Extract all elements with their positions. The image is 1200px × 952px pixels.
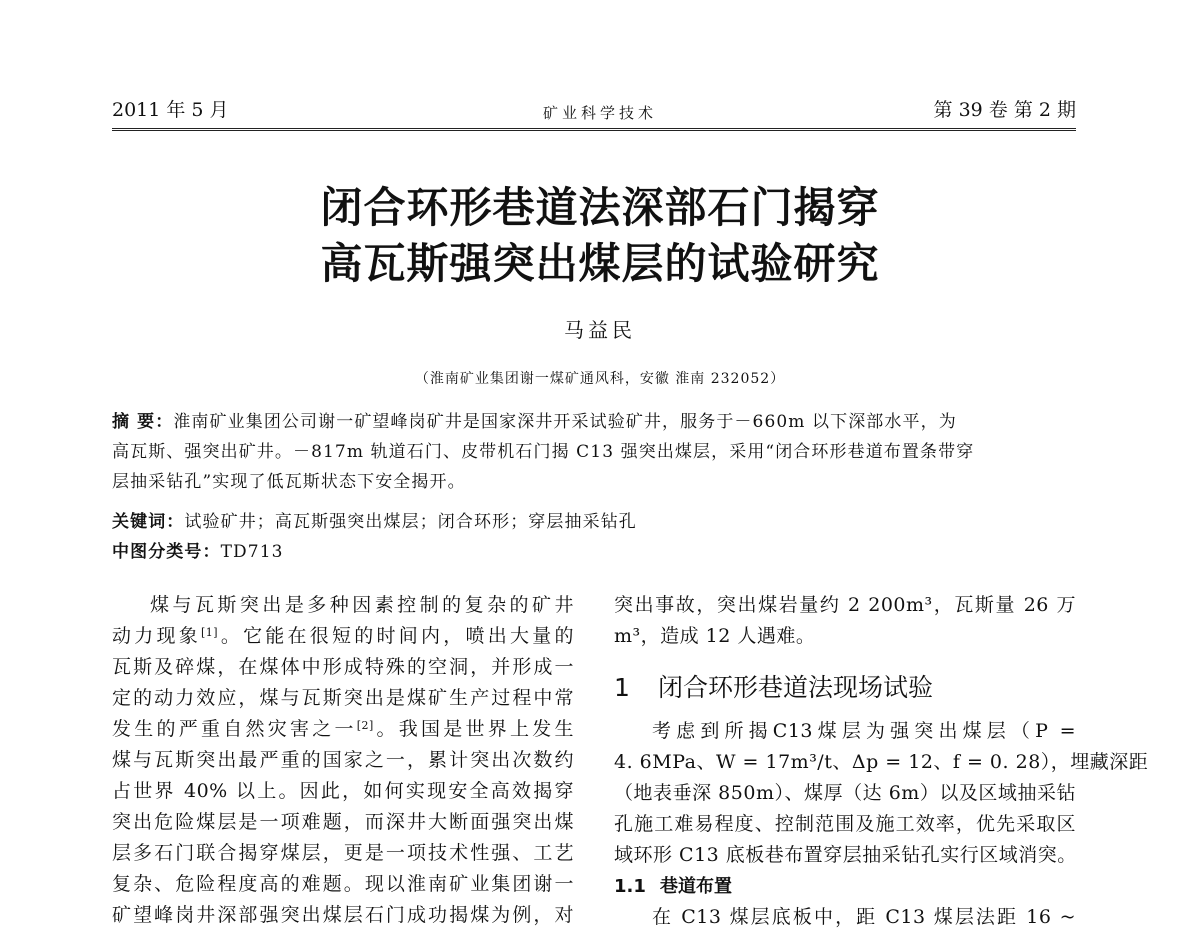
section-title: 闭合环形巷道法现场试验 xyxy=(658,673,934,702)
body-line: 占世界 40% 以上。因此，如何实现安全高效揭穿 xyxy=(112,780,574,802)
keywords-text: 试验矿井；高瓦斯强突出煤层；闭合环形；穿层抽采钻孔 xyxy=(184,512,637,532)
body-line: 突出危险煤层是一项难题，而深井大断面强突出煤 xyxy=(112,811,574,833)
classification-label: 中图分类号： xyxy=(112,542,221,562)
abstract-label: 摘 要： xyxy=(112,412,174,432)
body-line: 定的动力效应，煤与瓦斯突出是煤矿生产过程中常 xyxy=(112,687,574,709)
body-line: 煤与瓦斯突出最严重的国家之一，累计突出次数约 xyxy=(112,749,574,771)
body-line: 发生的严重自然灾害之一[2]。我国是世界上发生 xyxy=(112,718,574,740)
classification-text: TD713 xyxy=(220,542,284,562)
abstract-line-1 xyxy=(112,410,957,434)
body-line: 复杂、危险程度高的难题。现以淮南矿业集团谢一 xyxy=(112,873,574,895)
author: 马益民 xyxy=(564,318,636,342)
abstract-line-2: 高瓦斯、强突出矿井。－817m 轨道石门、皮带机石门揭 C13 强突出煤层，采用“闭合环形巷道布置条带穿 xyxy=(112,442,975,462)
body-line: 瓦斯及碎煤，在煤体中形成特殊的空洞，并形成一 xyxy=(112,656,574,678)
keywords-label: 关键词： xyxy=(112,512,185,532)
abstract-text-1: 淮南矿业集团公司谢一矿望峰岗矿井是国家深井开采试验矿井，服务于－660m 以下深部水平，为 xyxy=(173,412,957,432)
section-number: 1 xyxy=(614,673,630,702)
body-line: 矿望峰岗井深部强突出煤层石门成功揭煤为例，对 xyxy=(112,904,574,926)
classification-line xyxy=(112,540,284,564)
title-line-1: 闭合环形巷道法深部石门揭穿 xyxy=(320,183,880,232)
body-line: 4. 6MPa、W = 17m³/t、Δp = 12、f = 0. 28），埋藏深距 xyxy=(614,751,1149,773)
body-line: 在 C13 煤层底板中，距 C13 煤层法距 16 ~ xyxy=(652,906,1076,928)
body-line: 突出事故，突出煤岩量约 2 200m³，瓦斯量 26 万 xyxy=(614,594,1076,616)
body-line: 动力现象[1]。它能在很短的时间内，喷出大量的 xyxy=(112,625,574,647)
right-column xyxy=(614,590,1149,933)
title-line-2: 高瓦斯强突出煤层的试验研究 xyxy=(320,239,880,288)
keywords-line xyxy=(112,510,637,534)
body-line: 域环形 C13 底板巷布置穿层抽采钻孔实行区域消突。 xyxy=(614,844,1077,866)
body-line: 孔施工难易程度、控制范围及施工效率，优先采取区 xyxy=(614,813,1076,835)
body-line: 考虑到所揭C13煤层为强突出煤层（P = xyxy=(652,720,1076,742)
body-line: 层多石门联合揭穿煤层，更是一项技术性强、工艺 xyxy=(112,842,574,864)
header-rule xyxy=(112,128,1076,131)
subsection-number: 1.1 xyxy=(614,876,646,897)
subsection-heading-1-1 xyxy=(614,871,1076,902)
body-line: m³，造成 12 人遇难。 xyxy=(614,625,816,647)
abstract-line-3: 层抽采钻孔”实现了低瓦斯状态下安全揭开。 xyxy=(112,472,466,492)
citation-1: [1] xyxy=(200,626,219,639)
body-line: （地表垂深 850m）、煤厚（达 6m）以及区域抽采钻 xyxy=(614,782,1076,804)
subsection-title: 巷道布置 xyxy=(660,876,732,897)
left-column xyxy=(112,590,574,931)
header-journal: 矿业科学技术 xyxy=(542,104,657,122)
affiliation: （淮南矿业集团谢一煤矿通风科，安徽 淮南 232052） xyxy=(414,371,786,387)
body-line: 煤与瓦斯突出是多种因素控制的复杂的矿井 xyxy=(150,594,574,616)
header-issue: 第 39 卷 第 2 期 xyxy=(933,99,1076,121)
header-date: 2011 年 5 月 xyxy=(112,99,229,121)
section-heading-1 xyxy=(614,670,1076,706)
citation-2: [2] xyxy=(356,719,374,732)
